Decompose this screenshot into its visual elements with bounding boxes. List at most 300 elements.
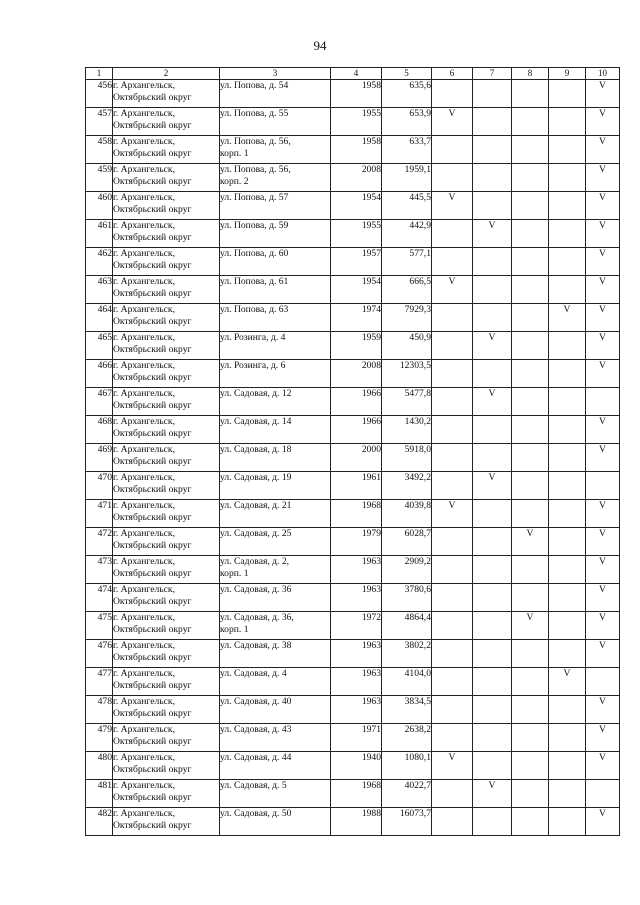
street-address-text: ул. Попова, д. 61 <box>220 276 289 287</box>
construction-year-text: 1974 <box>361 304 381 315</box>
floor-area-text: 1080,1 <box>404 752 431 763</box>
construction-year-text: 1988 <box>361 808 381 819</box>
floor-area <box>382 360 432 388</box>
row-number <box>86 724 113 752</box>
flag-col-7 <box>473 80 512 108</box>
flag-col-10-text: V <box>599 304 606 315</box>
flag-col-10 <box>586 388 620 416</box>
flag-col-8 <box>512 248 549 276</box>
city-district-text: г. Архангельск, <box>113 108 175 119</box>
floor-area-text: 666,5 <box>409 276 431 287</box>
city-district-text: Октябрьский округ <box>113 288 192 299</box>
flag-col-9 <box>549 584 586 612</box>
construction-year-text: 1963 <box>361 696 381 707</box>
city-district <box>113 500 220 528</box>
city-district-text: Октябрьский округ <box>113 428 192 439</box>
flag-col-8 <box>512 724 549 752</box>
row-number-text: 473 <box>97 556 112 567</box>
city-district-text: Октябрьский округ <box>113 680 192 691</box>
flag-col-7 <box>473 388 512 416</box>
row-number <box>86 780 113 808</box>
flag-col-10 <box>586 136 620 164</box>
flag-col-6 <box>432 332 473 360</box>
flag-col-7 <box>473 500 512 528</box>
table-row <box>86 80 620 108</box>
flag-col-10 <box>586 472 620 500</box>
street-address-text: ул. Садовая, д. 5 <box>220 780 287 791</box>
flag-col-7 <box>473 472 512 500</box>
floor-area <box>382 388 432 416</box>
construction-year <box>331 500 382 528</box>
flag-col-6 <box>432 668 473 696</box>
floor-area-text: 577,1 <box>409 248 431 259</box>
flag-col-7 <box>473 528 512 556</box>
flag-col-8 <box>512 612 549 640</box>
city-district-text: Октябрьский округ <box>113 512 192 523</box>
city-district <box>113 528 220 556</box>
flag-col-10-text: V <box>599 808 606 819</box>
flag-col-10 <box>586 808 620 836</box>
street-address <box>220 444 331 472</box>
flag-col-6-text: V <box>448 108 456 119</box>
floor-area <box>382 332 432 360</box>
street-address <box>220 752 331 780</box>
flag-col-10 <box>586 752 620 780</box>
flag-col-10 <box>586 416 620 444</box>
construction-year <box>331 556 382 584</box>
flag-col-8 <box>512 416 549 444</box>
flag-col-6-text: V <box>448 500 456 511</box>
row-number-text: 471 <box>97 500 112 511</box>
city-district <box>113 612 220 640</box>
table-row <box>86 556 620 584</box>
flag-col-7-text: V <box>488 388 496 399</box>
construction-year <box>331 304 382 332</box>
flag-col-6 <box>432 192 473 220</box>
flag-col-7 <box>473 668 512 696</box>
row-number <box>86 472 113 500</box>
table-row <box>86 640 620 668</box>
street-address-text: ул. Попова, д. 56, <box>220 136 291 147</box>
construction-year-text: 1963 <box>361 584 381 595</box>
construction-year-text: 1961 <box>361 472 381 483</box>
flag-col-10 <box>586 304 620 332</box>
flag-col-10-text: V <box>599 696 606 707</box>
row-number-text: 475 <box>97 612 112 623</box>
construction-year-text: 1963 <box>361 556 381 567</box>
construction-year <box>331 192 382 220</box>
city-district-text: г. Архангельск, <box>113 164 175 175</box>
row-number <box>86 220 113 248</box>
column-header: 7 <box>473 68 512 80</box>
table-row <box>86 528 620 556</box>
table-row <box>86 276 620 304</box>
table-row <box>86 752 620 780</box>
flag-col-10 <box>586 192 620 220</box>
flag-col-9 <box>549 612 586 640</box>
city-district-text: г. Архангельск, <box>113 528 175 539</box>
construction-year-text: 1955 <box>361 108 381 119</box>
floor-area-text: 3834,5 <box>404 696 431 707</box>
flag-col-7 <box>473 248 512 276</box>
table-row <box>86 500 620 528</box>
flag-col-6 <box>432 472 473 500</box>
street-address-text: ул. Попова, д. 54 <box>220 80 289 91</box>
city-district <box>113 724 220 752</box>
street-address <box>220 668 331 696</box>
floor-area-text: 12303,5 <box>399 360 431 371</box>
flag-col-8 <box>512 136 549 164</box>
table-row <box>86 360 620 388</box>
column-header: 2 <box>113 68 220 80</box>
street-address <box>220 220 331 248</box>
flag-col-6 <box>432 276 473 304</box>
flag-col-9 <box>549 108 586 136</box>
city-district-text: Октябрьский округ <box>113 624 192 635</box>
flag-col-9 <box>549 444 586 472</box>
column-number-row <box>86 68 620 80</box>
flag-col-10-text: V <box>599 108 606 119</box>
flag-col-8 <box>512 108 549 136</box>
city-district-text: г. Архангельск, <box>113 304 175 315</box>
city-district-text: г. Архангельск, <box>113 724 175 735</box>
city-district-text: г. Архангельск, <box>113 276 175 287</box>
flag-col-9-text: V <box>563 304 571 315</box>
flag-col-10 <box>586 332 620 360</box>
city-district-text: Октябрьский округ <box>113 596 192 607</box>
city-district-text: Октябрьский округ <box>113 736 192 747</box>
row-number <box>86 332 113 360</box>
construction-year <box>331 612 382 640</box>
table-row <box>86 668 620 696</box>
flag-col-8 <box>512 668 549 696</box>
construction-year-text: 1957 <box>361 248 381 259</box>
flag-col-9 <box>549 80 586 108</box>
flag-col-10 <box>586 444 620 472</box>
flag-col-6 <box>432 528 473 556</box>
floor-area <box>382 640 432 668</box>
city-district <box>113 360 220 388</box>
flag-col-8 <box>512 388 549 416</box>
flag-col-6 <box>432 108 473 136</box>
street-address <box>220 780 331 808</box>
street-address-text: ул. Попова, д. 60 <box>220 248 289 259</box>
floor-area-text: 3492,2 <box>404 472 431 483</box>
flag-col-9 <box>549 528 586 556</box>
floor-area <box>382 80 432 108</box>
flag-col-7 <box>473 808 512 836</box>
flag-col-9 <box>549 136 586 164</box>
city-district <box>113 808 220 836</box>
city-district-text: г. Архангельск, <box>113 332 175 343</box>
city-district-text: г. Архангельск, <box>113 360 175 371</box>
flag-col-10 <box>586 248 620 276</box>
construction-year <box>331 444 382 472</box>
construction-year <box>331 80 382 108</box>
construction-year-text: 2008 <box>361 164 381 175</box>
flag-col-6 <box>432 640 473 668</box>
flag-col-8 <box>512 332 549 360</box>
street-address-text: ул. Садовая, д. 12 <box>220 388 292 399</box>
flag-col-6-text: V <box>448 752 456 763</box>
flag-col-8-text: V <box>526 528 534 539</box>
city-district-text: Октябрьский округ <box>113 204 192 215</box>
flag-col-8 <box>512 192 549 220</box>
flag-col-6 <box>432 80 473 108</box>
flag-col-10 <box>586 80 620 108</box>
flag-col-10-text: V <box>599 192 606 203</box>
floor-area-text: 2638,2 <box>404 724 431 735</box>
street-address-text: ул. Садовая, д. 4 <box>220 668 287 679</box>
flag-col-7 <box>473 360 512 388</box>
flag-col-9 <box>549 640 586 668</box>
city-district <box>113 220 220 248</box>
table-row <box>86 108 620 136</box>
flag-col-7 <box>473 164 512 192</box>
flag-col-6-text: V <box>448 276 456 287</box>
city-district-text: Октябрьский округ <box>113 316 192 327</box>
flag-col-10-text: V <box>599 248 606 259</box>
floor-area-text: 4104,0 <box>404 668 431 679</box>
flag-col-7-text: V <box>488 780 496 791</box>
table-row <box>86 192 620 220</box>
row-number-text: 462 <box>97 248 112 259</box>
city-district-text: г. Архангельск, <box>113 220 175 231</box>
construction-year <box>331 668 382 696</box>
street-address-text: ул. Садовая, д. 18 <box>220 444 292 455</box>
row-number-text: 460 <box>97 192 112 203</box>
flag-col-6 <box>432 248 473 276</box>
floor-area-text: 2909,2 <box>404 556 431 567</box>
table-row <box>86 696 620 724</box>
row-number <box>86 640 113 668</box>
street-address-text: ул. Попова, д. 57 <box>220 192 289 203</box>
street-address-text: ул. Садовая, д. 43 <box>220 724 292 735</box>
street-address-text: ул. Садовая, д. 40 <box>220 696 292 707</box>
flag-col-8 <box>512 164 549 192</box>
floor-area-text: 442,9 <box>409 220 431 231</box>
flag-col-7 <box>473 612 512 640</box>
street-address-text: ул. Садовая, д. 19 <box>220 472 292 483</box>
flag-col-8 <box>512 444 549 472</box>
city-district <box>113 752 220 780</box>
flag-col-10 <box>586 640 620 668</box>
flag-col-10 <box>586 500 620 528</box>
construction-year-text: 1968 <box>361 500 381 511</box>
floor-area <box>382 108 432 136</box>
table-row <box>86 472 620 500</box>
flag-col-8 <box>512 360 549 388</box>
row-number-text: 478 <box>97 696 112 707</box>
flag-col-8 <box>512 808 549 836</box>
flag-col-8 <box>512 584 549 612</box>
flag-col-10-text: V <box>599 640 606 651</box>
city-district <box>113 108 220 136</box>
row-number-text: 459 <box>97 164 112 175</box>
street-address <box>220 136 331 164</box>
city-district-text: г. Архангельск, <box>113 640 175 651</box>
flag-col-10 <box>586 164 620 192</box>
floor-area <box>382 696 432 724</box>
street-address-text: ул. Садовая, д. 36, <box>220 612 294 623</box>
city-district-text: Октябрьский округ <box>113 92 192 103</box>
column-header: 9 <box>549 68 586 80</box>
flag-col-9 <box>549 724 586 752</box>
city-district <box>113 780 220 808</box>
row-number-text: 476 <box>97 640 112 651</box>
column-header: 3 <box>220 68 331 80</box>
column-header: 8 <box>512 68 549 80</box>
construction-year-text: 1954 <box>361 276 381 287</box>
flag-col-8 <box>512 640 549 668</box>
flag-col-7 <box>473 752 512 780</box>
construction-year <box>331 388 382 416</box>
city-district-text: Октябрьский округ <box>113 260 192 271</box>
street-address-text: корп. 1 <box>220 624 249 635</box>
table-row <box>86 444 620 472</box>
street-address <box>220 388 331 416</box>
row-number <box>86 276 113 304</box>
city-district-text: Октябрьский округ <box>113 120 192 131</box>
street-address-text: ул. Садовая, д. 25 <box>220 528 292 539</box>
flag-col-10-text: V <box>599 416 606 427</box>
street-address-text: ул. Садовая, д. 21 <box>220 500 292 511</box>
floor-area-text: 6028,7 <box>404 528 431 539</box>
construction-year-text: 2000 <box>361 444 381 455</box>
row-number <box>86 528 113 556</box>
table-row <box>86 388 620 416</box>
row-number <box>86 388 113 416</box>
floor-area-text: 16073,7 <box>399 808 431 819</box>
row-number-text: 472 <box>97 528 112 539</box>
flag-col-10-text: V <box>599 444 606 455</box>
city-district-text: г. Архангельск, <box>113 668 175 679</box>
construction-year-text: 1966 <box>361 388 381 399</box>
floor-area-text: 7929,3 <box>404 304 431 315</box>
construction-year-text: 1940 <box>361 752 381 763</box>
street-address <box>220 640 331 668</box>
street-address <box>220 192 331 220</box>
table-row <box>86 220 620 248</box>
table-row <box>86 248 620 276</box>
flag-col-8 <box>512 276 549 304</box>
construction-year <box>331 780 382 808</box>
flag-col-9 <box>549 752 586 780</box>
flag-col-8 <box>512 696 549 724</box>
flag-col-6 <box>432 444 473 472</box>
flag-col-9 <box>549 556 586 584</box>
flag-col-9 <box>549 416 586 444</box>
flag-col-10 <box>586 780 620 808</box>
flag-col-7 <box>473 332 512 360</box>
city-district-text: г. Архангельск, <box>113 472 175 483</box>
row-number <box>86 136 113 164</box>
city-district-text: Октябрьский округ <box>113 820 192 831</box>
table-row <box>86 332 620 360</box>
table-row <box>86 780 620 808</box>
flag-col-9 <box>549 304 586 332</box>
row-number-text: 463 <box>97 276 112 287</box>
floor-area <box>382 752 432 780</box>
flag-col-7 <box>473 108 512 136</box>
street-address-text: ул. Розинга, д. 6 <box>220 360 286 371</box>
construction-year <box>331 360 382 388</box>
flag-col-10-text: V <box>599 360 606 371</box>
construction-year <box>331 108 382 136</box>
city-district-text: Октябрьский округ <box>113 764 192 775</box>
flag-col-10 <box>586 724 620 752</box>
flag-col-8-text: V <box>526 612 534 623</box>
flag-col-10 <box>586 528 620 556</box>
city-district-text: Октябрьский округ <box>113 148 192 159</box>
row-number-text: 467 <box>97 388 112 399</box>
construction-year-text: 2008 <box>361 360 381 371</box>
flag-col-7 <box>473 444 512 472</box>
floor-area <box>382 668 432 696</box>
floor-area <box>382 612 432 640</box>
flag-col-6 <box>432 500 473 528</box>
flag-col-9 <box>549 696 586 724</box>
row-number <box>86 612 113 640</box>
row-number-text: 464 <box>97 304 112 315</box>
city-district-text: Октябрьский округ <box>113 456 192 467</box>
construction-year <box>331 696 382 724</box>
city-district <box>113 248 220 276</box>
flag-col-7 <box>473 696 512 724</box>
row-number <box>86 192 113 220</box>
floor-area-text: 633,7 <box>409 136 431 147</box>
city-district-text: Октябрьский округ <box>113 540 192 551</box>
page-number: 94 <box>313 38 327 53</box>
flag-col-8 <box>512 220 549 248</box>
floor-area-text: 3780,6 <box>404 584 431 595</box>
flag-col-6 <box>432 164 473 192</box>
floor-area-text: 450,9 <box>409 332 431 343</box>
flag-col-7 <box>473 220 512 248</box>
street-address <box>220 276 331 304</box>
flag-col-7 <box>473 640 512 668</box>
street-address <box>220 248 331 276</box>
construction-year <box>331 164 382 192</box>
street-address <box>220 696 331 724</box>
city-district-text: Октябрьский округ <box>113 792 192 803</box>
street-address-text: корп. 1 <box>220 148 249 159</box>
row-number-text: 470 <box>97 472 112 483</box>
city-district-text: г. Архангельск, <box>113 444 175 455</box>
table-row <box>86 304 620 332</box>
floor-area <box>382 584 432 612</box>
flag-col-7-text: V <box>488 220 496 231</box>
table-row <box>86 808 620 836</box>
flag-col-7 <box>473 724 512 752</box>
floor-area <box>382 416 432 444</box>
construction-year <box>331 528 382 556</box>
street-address <box>220 808 331 836</box>
flag-col-9 <box>549 164 586 192</box>
row-number-text: 481 <box>97 780 112 791</box>
construction-year <box>331 416 382 444</box>
flag-col-7-text: V <box>488 332 496 343</box>
flag-col-9 <box>549 500 586 528</box>
flag-col-10-text: V <box>599 752 606 763</box>
city-district-text: г. Архангельск, <box>113 192 175 203</box>
flag-col-6 <box>432 220 473 248</box>
floor-area-text: 635,6 <box>409 80 431 91</box>
flag-col-7 <box>473 192 512 220</box>
flag-col-9 <box>549 472 586 500</box>
city-district <box>113 668 220 696</box>
floor-area-text: 4864,4 <box>404 612 431 623</box>
